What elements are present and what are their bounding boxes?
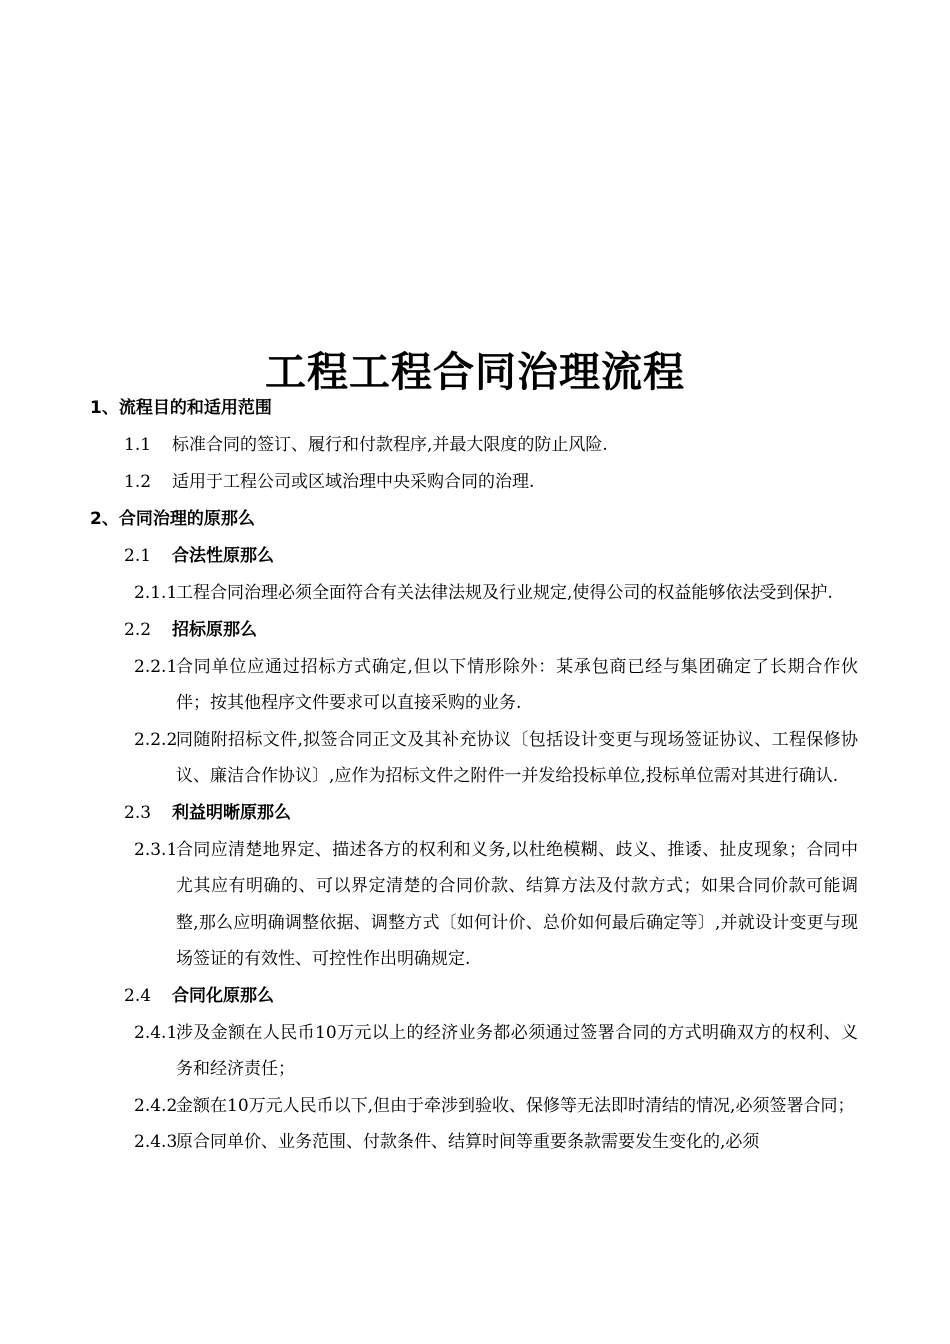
subsection-number: 2.3 bbox=[124, 802, 152, 823]
clause bbox=[0, 832, 950, 978]
section-heading: 1、流程目的和适用范围 bbox=[90, 398, 272, 418]
clause bbox=[0, 427, 950, 464]
subsection-title: 合法性原那么 bbox=[172, 546, 274, 566]
clause-text: 原合同单价、业务范围、付款条件、结算时间等重要条款需要发生变化的,必须 bbox=[176, 1132, 760, 1152]
clause-number: 2.4.3 bbox=[134, 1132, 178, 1152]
clause-text: 同随附招标文件,拟签合同正文及其补充协议〔包括设计变更与现场签证协议、工程保修协议、廉洁合作协议〕,应作为招标文件之附件一并发给投标单位,投标单位需对其进行确认. bbox=[176, 729, 858, 786]
subsection-heading bbox=[0, 612, 950, 649]
clause bbox=[0, 464, 950, 501]
clause-number: 2.4.1 bbox=[134, 1022, 178, 1043]
document-title: 工程工程合同治理流程 bbox=[265, 348, 685, 396]
clause bbox=[0, 649, 950, 722]
subsection-heading bbox=[0, 538, 950, 575]
subsection-title: 利益明晰原那么 bbox=[172, 802, 291, 823]
subsection-heading bbox=[0, 978, 950, 1015]
clause-text: 金额在10万元人民币以下,但由于牵涉到验收、保修等无法即时清结的情况,必须签署合同； bbox=[176, 1095, 855, 1116]
clause-number: 2.3.1 bbox=[134, 839, 178, 860]
clause-text: 标准合同的签订、履行和付款程序,并最大限度的防止风险. bbox=[172, 435, 608, 455]
clause bbox=[0, 575, 950, 612]
clause-number: 1.1 bbox=[124, 435, 152, 455]
clause-number: 2.2.1 bbox=[134, 656, 178, 677]
clause-number: 2.2.2 bbox=[134, 729, 178, 750]
subsection-title: 合同化原那么 bbox=[172, 985, 274, 1006]
clause-text: 合同应清楚地界定、描述各方的权利和义务,以杜绝模糊、歧义、推诿、扯皮现象；合同中尤其应有明确的、可以界定清楚的合同价款、结算方法及付款方式；如果合同价款可能调整,那么应明确调整依据、调整方式〔如何计价、总价如何最后确定等〕,并就设计变更与现场签证的有效性、可控性作出明确规定. bbox=[176, 839, 858, 969]
clause bbox=[0, 722, 950, 795]
clause bbox=[0, 1124, 950, 1161]
clause-number: 1.2 bbox=[124, 472, 152, 492]
subsection-number: 2.1 bbox=[124, 546, 152, 566]
clause-number: 2.1.1 bbox=[134, 583, 178, 603]
subsection-number: 2.4 bbox=[124, 985, 152, 1006]
section-heading: 2、合同治理的原那么 bbox=[90, 509, 255, 529]
clause-text: 适用于工程公司或区域治理中央采购合同的治理. bbox=[172, 472, 535, 492]
clause-text: 工程合同治理必须全面符合有关法律法规及行业规定,使得公司的权益能够依法受到保护. bbox=[176, 583, 833, 603]
clause-text: 合同单位应通过招标方式确定,但以下情形除外：某承包商已经与集团确定了长期合作伙伴；按其他程序文件要求可以直接采购的业务. bbox=[176, 656, 858, 713]
subsection-title: 招标原那么 bbox=[172, 619, 257, 640]
clause-text: 涉及金额在人民币10万元以上的经济业务都必须通过签署合同的方式明确双方的权利、义务和经济责任； bbox=[176, 1022, 858, 1079]
clause bbox=[0, 1088, 950, 1125]
subsection-heading bbox=[0, 795, 950, 832]
clause bbox=[0, 1015, 950, 1088]
document-body bbox=[0, 390, 950, 1161]
clause-number: 2.4.2 bbox=[134, 1095, 178, 1116]
subsection-number: 2.2 bbox=[124, 619, 152, 640]
